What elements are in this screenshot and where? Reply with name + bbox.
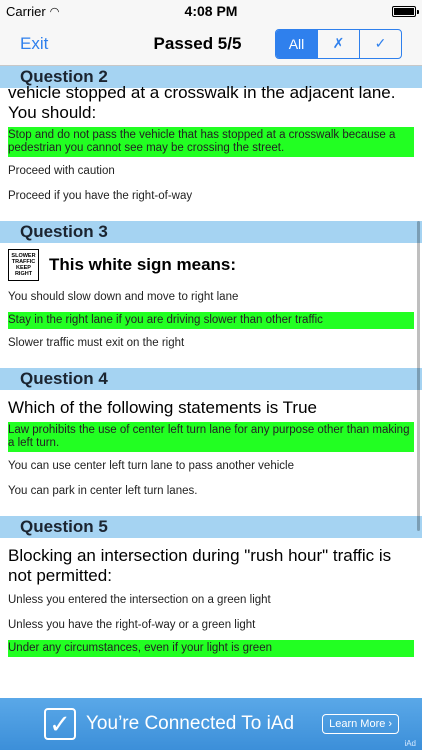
question-section bbox=[0, 368, 422, 516]
results-list[interactable] bbox=[0, 66, 422, 698]
status-bar bbox=[0, 0, 422, 22]
answer-option: You should slow down and move to right lane bbox=[8, 291, 239, 303]
checkmark-icon: ✓ bbox=[44, 708, 76, 740]
carrier-label: Carrier bbox=[6, 3, 46, 19]
answer-option: You can use center left turn lane to pass another vehicle bbox=[8, 460, 294, 472]
answer-list bbox=[0, 418, 422, 516]
segment-correct[interactable]: ✓ bbox=[359, 30, 401, 58]
question-header: Question 3 bbox=[0, 221, 422, 243]
sign-question-row bbox=[0, 243, 422, 283]
exit-button[interactable]: Exit bbox=[20, 33, 49, 53]
status-right bbox=[306, 6, 416, 17]
question-text: vehicle stopped at a crosswalk in the adjacent lane. You should: bbox=[8, 83, 396, 122]
answer-option: Unless you entered the intersection on a green light bbox=[8, 594, 271, 606]
answer-correct: Law prohibits the use of center left turn lane for any purpose other than making a left turn. bbox=[8, 422, 414, 452]
filter-segmented-control bbox=[275, 29, 402, 59]
answer-option: Proceed with caution bbox=[8, 165, 115, 177]
wifi-icon: ◠ bbox=[49, 5, 60, 18]
question-header: Question 5 bbox=[0, 516, 422, 538]
question-header: Question 2 bbox=[0, 66, 422, 88]
answer-list bbox=[0, 586, 422, 671]
question-section bbox=[0, 516, 422, 671]
question-section bbox=[0, 221, 422, 368]
navigation-bar bbox=[0, 22, 422, 66]
answer-option: You can park in center left turn lanes. bbox=[8, 485, 198, 497]
answer-list bbox=[0, 283, 422, 368]
question-text: Which of the following statements is True bbox=[8, 398, 317, 417]
status-time: 4:08 PM bbox=[184, 3, 238, 19]
page-title: Passed 5/5 bbox=[153, 33, 242, 53]
ad-text: You’re Connected To iAd bbox=[86, 713, 295, 734]
answer-option: Proceed if you have the right-of-way bbox=[8, 190, 193, 202]
battery-icon bbox=[392, 6, 416, 17]
learn-more-button[interactable]: Learn More › bbox=[322, 714, 399, 734]
answer-option: Unless you have the right-of-way or a green light bbox=[8, 619, 256, 631]
ad-label: iAd bbox=[404, 739, 416, 748]
answer-option: Slower traffic must exit on the right bbox=[8, 337, 185, 349]
question-text: Blocking an intersection during "rush hour" traffic is not permitted: bbox=[8, 546, 392, 585]
answer-list bbox=[0, 123, 422, 221]
segment-all[interactable]: All bbox=[276, 30, 317, 58]
answer-correct: Stay in the right lane if you are driving slower than other traffic bbox=[8, 312, 414, 329]
question-text: This white sign means: bbox=[49, 255, 237, 274]
status-left bbox=[6, 4, 116, 19]
iad-banner[interactable] bbox=[0, 698, 422, 750]
segment-incorrect[interactable]: ✗ bbox=[317, 30, 359, 58]
answer-correct: Stop and do not pass the vehicle that has stopped at a crosswalk because a pedestrian you cannot see may be crossing the street. bbox=[8, 127, 414, 157]
question-section bbox=[0, 66, 422, 221]
answer-correct: Under any circumstances, even if your light is green bbox=[8, 640, 414, 657]
slower-traffic-sign-icon: SLOWER TRAFFIC KEEP RIGHT bbox=[8, 249, 39, 281]
scroll-indicator[interactable] bbox=[417, 221, 420, 531]
question-header: Question 4 bbox=[0, 368, 422, 390]
